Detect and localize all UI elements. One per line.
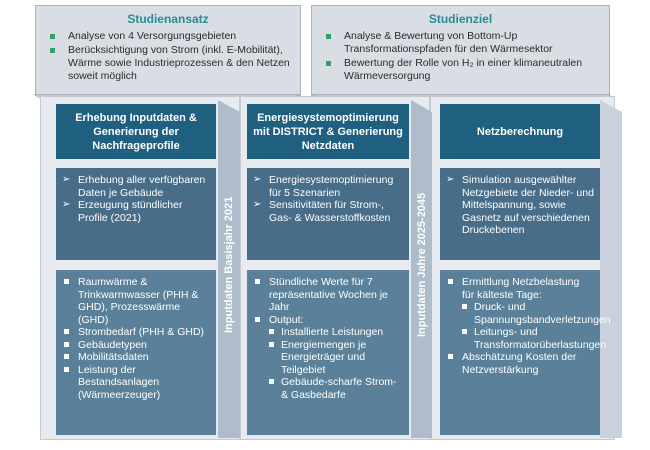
bullet-icon — [255, 317, 260, 322]
bullet-icon — [462, 304, 467, 309]
right-edge-arrow — [600, 100, 622, 438]
column-3-box-2 — [440, 270, 611, 435]
bullet-icon — [269, 329, 274, 334]
arrow-right-icon: ➢ — [253, 174, 262, 185]
list-item: Strombedarf (PHH & GHD) — [62, 326, 210, 339]
column-3-header: Netzberechnung — [440, 104, 600, 159]
studienziel-title: Studienziel — [428, 12, 493, 26]
column-1-box-2 — [56, 270, 216, 435]
list-item: ➢ Erhebung aller verfügbaren Daten je Gebäude — [62, 174, 206, 199]
column-2-box-2 — [247, 270, 409, 435]
bullet-icon — [448, 354, 453, 359]
column-2-header: Energiesystemoptimierung mit DISTRICT & Generierung Netzdaten — [247, 104, 409, 159]
bullet-icon — [64, 342, 69, 347]
list-item: Installierte Leistungen — [253, 326, 403, 339]
list-item: Mobilitätsdaten — [62, 351, 210, 364]
list-item: Raumwärme & Trinkwarmwasser (PHH & GHD), Prozesswärme (GHD) — [62, 276, 210, 326]
list-item: Leistung der Bestandsanlagen (Wärmeerzeuger) — [62, 364, 210, 402]
list-item: ➢ Simulation ausgewählter Netzgebiete der Nieder- und Mittelspannung, sowie Gasnetz auf verschiedenen Druckebenen — [446, 174, 594, 236]
list-item: Output: — [253, 314, 403, 327]
list-item: Berücksichtigung von Strom (inkl. E-Mobilität), Wärme sowie Industrieprozessen & den Netzen soweit möglich — [50, 44, 292, 83]
bullet-icon — [255, 279, 260, 284]
bullet-icon — [448, 279, 453, 284]
column-1-header: Erhebung Inputdaten & Generierung der Nachfrageprofile — [56, 104, 216, 159]
column-3-box-1 — [440, 168, 600, 260]
arrow-right-icon: ➢ — [62, 174, 71, 185]
list-item: Gebäude-scharfe Strom- & Gasbedarfe — [253, 376, 403, 401]
bullet-icon — [64, 354, 69, 359]
list-item: Abschätzung Kosten der Netzverstärkung — [446, 351, 594, 376]
list-item: Analyse & Bewertung von Bottom-Up Transformationspfaden für den Wärmesektor — [326, 30, 601, 56]
list-item: ➢ Energiesystemoptimierung für 5 Szenarien — [253, 174, 394, 199]
list-item: ➢ Erzeugung stündlicher Profile (2021) — [62, 199, 183, 224]
column-1-box-1 — [56, 168, 216, 260]
bullet-icon — [64, 329, 69, 334]
arrow-right-icon: ➢ — [62, 199, 71, 210]
list-item: Bewertung der Rolle von H₂ in einer klimaneutralen Wärmeversorgung — [326, 57, 601, 83]
list-item: Gebäudetypen — [62, 339, 210, 352]
list-item: Ermittlung Netzbelastung für kälteste Tage: — [446, 276, 594, 301]
list-item: Energiemengen je Energieträger und Teilgebiet — [253, 339, 403, 377]
vertical-label-basisjahr: Inputdaten Basisjahr 2021 — [223, 196, 235, 334]
bullet-icon — [462, 329, 467, 334]
column-2-box-1 — [247, 168, 409, 260]
bullet-icon — [269, 342, 274, 347]
arrow-right-icon: ➢ — [446, 174, 455, 185]
bullet-icon — [269, 379, 274, 384]
list-item: ➢ Sensitivitäten für Strom-, Gas- & Wasserstoffkosten — [253, 199, 391, 224]
list-item: Stündliche Werte für 7 repräsentative Wochen je Jahr — [253, 276, 403, 314]
bullet-icon — [64, 367, 69, 372]
studienansatz-title: Studienansatz — [127, 12, 209, 26]
list-item: Analyse von 4 Versorgungsgebieten — [50, 30, 292, 43]
vertical-label-jahre: Inputdaten Jahre 2025-2045 — [416, 192, 428, 338]
arrow-right-icon: ➢ — [253, 199, 262, 210]
list-item: Druck- und Spannungsbandverletzungen — [446, 301, 594, 326]
list-item: Leitungs- und Transformatorüberlastungen — [446, 326, 594, 351]
bullet-icon — [64, 279, 69, 284]
